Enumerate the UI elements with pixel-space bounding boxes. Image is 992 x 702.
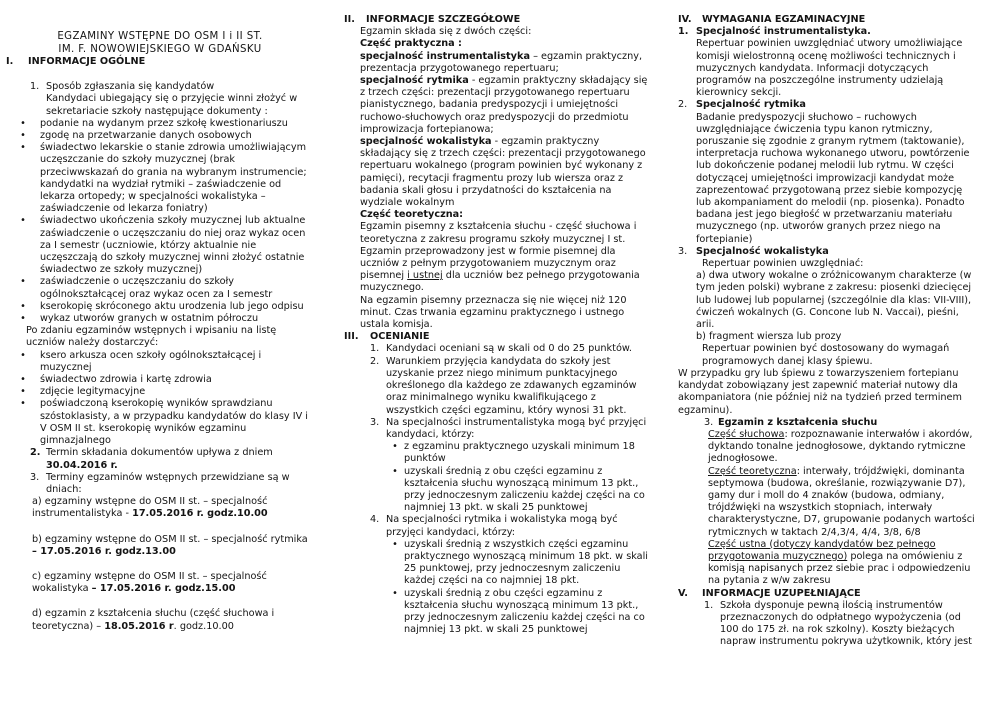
list-item: • zdjęcie legitymacyjne: [20, 386, 146, 398]
item-2-num: 2.: [30, 447, 41, 459]
list-item: • uzyskali średnią z obu części egzaminu z kształcenia słuchu wynoszącą minimum 13 pkt., przy jednoczesnym zaliczeniu każdej części na co najmniej 13 pkt. w skali 25 punktowej: [392, 587, 645, 636]
theory-paragraph-2: Na egzamin pisemny przeznacza się nie więcej niż 120 minut. Czas trwania egzaminu praktycznego i ustnego ustala komisja.: [360, 294, 627, 331]
section-4-roman: IV.: [678, 14, 692, 25]
req-3-head: Specjalność wokalistyka: [696, 245, 829, 257]
supplementary-1: 1. Szkoła dysponuje pewną ilością instrumentów przeznaczonych do odpłatnego wypożyczenia (od 100 do 175 zł. na rok szkolny). Koszty bieżących napraw instrumentu pokrywa użytkownik, który jest: [678, 600, 976, 649]
section-2-title: INFORMACJE SZCZEGÓŁOWE: [366, 14, 521, 25]
req-4-body: [678, 429, 976, 588]
exam-date-a: a) egzaminy wstępne do OSM II st. – specjalność instrumentalistyka - 17.05.2016 r. godz.10.00: [32, 496, 268, 520]
req-1-head: Specjalność instrumentalistyka.: [696, 26, 871, 38]
req-3: 3. Specjalność wokalistyka: [678, 246, 976, 258]
section-2-roman: II.: [344, 14, 355, 25]
req-4-head: Egzamin z kształcenia słuchu: [718, 416, 878, 428]
list-item: • poświadczoną kserokopię wyników sprawdzianu szóstoklasisty, a w przypadku kandydatów do klasy IV i V OSM II st. kserokopię wyników egzaminu gimnazjalnego: [20, 398, 308, 447]
req-1-text: Repertuar powinien uwzględniać utwory umożliwiające komisji wielostronną ocenę możliwości technicznych i muzycznych kandydata. Informacji dotyczących programów na poszczególne instrumenty udzielają kierownicy sekcji.: [696, 38, 963, 99]
practical-heading: Część praktyczna :: [360, 38, 462, 50]
req-2-text: Badanie predyspozycji słuchowo – ruchowych uwzględniające ćwiczenia typu kanon rytmiczny, poruszanie się zgodnie z granym rytmem (taktowanie), interpretacja ruchowa wykonanego utworu, powtórzenie lub dokończenie podanej melodii lub rytmu. W części dotyczącej umiejętności improwizacji kandydat może zaprezentować przygotowaną przez siebie kompozycję lub akompaniament do melodii (np. piosenka). Ponadto badana jest jego biegłość w przetwarzaniu materiału muzycznego (np. utworów granych przez niego na fortepianie): [696, 111, 970, 245]
piano-note: W przypadku gry lub śpiewu z towarzyszeniem fortepianu kandydat zobowiązany jest zapewnić materiał nutowy dla akompaniatora (nie później niż na tydzień przed terminem egzaminu).: [678, 367, 962, 416]
instrumental-paragraph: specjalność instrumentalistyka – egzamin praktyczny, prezentacja przygotowanego repertuaru;: [360, 50, 643, 74]
section-1-roman: I.: [6, 56, 14, 67]
item-3: [6, 472, 314, 496]
list-item: • wykaz utworów granych w ostatnim półroczu: [20, 313, 259, 325]
after-enroll-text: Po zdaniu egzaminów wstępnych i wpisaniu na listę uczniów należy dostarczyć:: [26, 325, 277, 349]
column-1: [0, 0, 322, 702]
documents-list: [6, 118, 314, 325]
list-item: • kserokopię skróconego aktu urodzenia lub jego odpisu: [20, 300, 304, 312]
list-item: • podanie na wydanym przez szkołę kwestionariuszu: [20, 117, 288, 129]
list-item: 1. Kandydaci oceniani są w skali od 0 do 25 punktów.: [370, 343, 633, 355]
item-2: [6, 447, 314, 459]
item-1-head: Sposób zgłaszania się kandydatów: [46, 81, 215, 93]
section-1-title: INFORMACJE OGÓLNE: [28, 56, 146, 67]
rhythmics-paragraph: specjalność rytmika - egzamin praktyczny składający się z trzech części: prezentacji przygotowanego repertuaru pianistycznego, badania predyspozycji i umiejętności ruchowo-słuchowych oraz predyspozycji do przedmiotu improwizacja fortepianowa;: [360, 75, 648, 135]
list-item: • świadectwo lekarskie o stanie zdrowia umożliwiającym uczęszczanie do szkoły muzycznej (brak przeciwwskazań do grania na wybranym instrumencie; kandydatki na wydział rytmiki – zaświadczenie od lekarza ortopedy; w specjalności wokalistyka – zaświadczenie od lekarza foniatry): [20, 142, 307, 215]
section-5-heading: [678, 588, 976, 600]
item-1-num: 1.: [30, 81, 40, 93]
item-2-text: Termin składania dokumentów upływa z dniem: [46, 447, 273, 459]
theory-part-paragraph: Część teoretyczna: interwały, trójdźwięki, dominanta septymowa (budowa, określanie, rozwiązywanie D7), gamy dur i moll do 4 znaków (budowa, odmiany, trójdźwięki na wszystkich stopniach, interwały charakterystyczne, D7, grupowanie podanych wartości rytmicznych w taktach 2/4,3/4, 4/4, 3/8, 6/8: [708, 465, 975, 538]
oral-paragraph: Część ustna (dotyczy kandydatów bez pełnego przygotowania muzycznego) polega na omówieniu z komisją napisanych przez siebie prac i odpowiedzeniu na pytania z w/w zakresu: [708, 538, 971, 587]
section-5-title: INFORMACJE UZUPEŁNIAJĄCE: [702, 587, 861, 599]
list-item: 2. Warunkiem przyjęcia kandydata do szkoły jest uzyskanie przez niego minimum punktacyjnego określonego dla każdego ze zdawanych egzaminów oraz minimalnego wyniku kwalifikującego z wszystkich części egzaminu, który wynosi 31 pkt.: [370, 355, 637, 416]
req-4: 3. Egzamin z kształcenia słuchu: [678, 417, 976, 429]
req-3-c: Repertuar powinien być dostosowany do wymagań programowych danej klasy śpiewu.: [702, 343, 950, 367]
item-2-date: 30.04.2016 r.: [46, 459, 118, 471]
list-item: • zaświadczenie o uczęszczaniu do szkoły ogólnokształcącej oraz wykaz ocen za I semestr: [20, 276, 273, 300]
section-2-heading: [344, 14, 650, 26]
exam-date-d: d) egzamin z kształcenia słuchu (część słuchowa i teoretyczna) – 18.05.2016 r. godz.10.00: [32, 608, 275, 632]
list-item: • zgodę na przetwarzanie danych osobowych: [20, 130, 252, 142]
section-5-roman: V.: [678, 587, 688, 599]
section-3-title: OCENIANIE: [370, 331, 430, 343]
column-3: [668, 0, 992, 702]
theory-heading: Część teoretyczna:: [360, 209, 464, 221]
doc-title-line-1: EGZAMINY WSTĘPNE DO OSM I i II ST.: [57, 31, 263, 42]
documents-list-2: [6, 350, 314, 448]
req-3-b: b) fragment wiersza lub prozy: [696, 331, 842, 343]
vocal-paragraph: specjalność wokalistyka - egzamin praktyczny składający się z trzech części: prezentacji przygotowanego repertuaru wokalnego (program powinien być wykonany z pamięci), recytacji fragmentu prozy lub wiersza oraz z badania skali głosu i przydatności do kształcenia na wydziale wokalnym: [360, 136, 646, 209]
item-3-num: 3.: [30, 471, 40, 483]
list-item: • uzyskali średnią z wszystkich części egzaminu praktycznego wynoszącą minimum 18 pkt. w skali 25 punktowej, przy jednoczesnym zaliczeniu każdej części na co najmniej 18 pkt.: [392, 538, 648, 587]
list-item: 4. Na specjalności rytmika i wokalistyka mogą być przyjęci kandydaci, którzy:: [370, 514, 618, 538]
item-1-intro: Kandydaci ubiegający się o przyjęcie winni złożyć w sekretariacie szkoły następujące dokumenty :: [46, 93, 298, 117]
supplementary-1-text: Szkoła dysponuje pewną ilością instrumentów przeznaczonych do odpłatnego wypożyczenia (od 100 do 175 zł. na rok szkolny). Koszty bieżących napraw instrumentu pokrywa użytkownik, który jest: [720, 599, 972, 648]
list-item: • świadectwo zdrowia i kartę zdrowia: [20, 374, 212, 386]
list-item: • ksero arkusza ocen szkoły ogólnokształcącej i muzycznej: [20, 349, 262, 373]
section-3-heading: [344, 331, 650, 343]
section-4-heading: [678, 14, 976, 26]
section-3-roman: III.: [344, 331, 359, 343]
column-2: [338, 0, 656, 702]
section-4-title: WYMAGANIA EGZAMINACYJNE: [702, 14, 866, 25]
list-item: • z egzaminu praktycznego uzyskali minimum 18 punktów: [392, 441, 635, 465]
req-2: 2. Specjalność rytmika: [678, 99, 976, 111]
list-item: 3. Na specjalności instrumentalistyka mogą być przyjęci kandydaci, którzy:: [370, 416, 647, 440]
req-3-body: [678, 258, 976, 368]
req-2-head: Specjalność rytmika: [696, 99, 806, 111]
ear-paragraph: Część słuchowa: rozpoznawanie interwałów i akordów, dyktando tonalne jednogłosowe, dyktando rytmiczne jednogłosowe.: [708, 428, 973, 465]
section-2-body: [344, 26, 650, 331]
list-item: • świadectwo ukończenia szkoły muzycznej lub aktualne zaświadczenie o uczęszczaniu do niej oraz wykaz ocen za I semestr (uczniowie, którzy aktualnie nie uczęszczają do szkoły muzycznej winni złożyć ostatnie świadectwo ze szkoły muzycznej): [20, 215, 306, 276]
theory-paragraph-1: Egzamin pisemny z kształcenia słuchu - część słuchowa i teoretyczna z zakresu programu szkoły muzycznej I st. Egzamin przeprowadzony jest w formie pisemnej dla uczniów z pełnym przygotowaniem muzycznym oraz pisemnej i ustnej dla uczniów bez pełnego przygotowania muzycznego.: [360, 221, 640, 294]
req-1: 1. Specjalność instrumentalistyka.: [678, 26, 976, 38]
item-1: [6, 81, 314, 93]
req-3-a: a) dwa utwory wokalne o zróżnicowanym charakterze (w tym jeden polski) wybrane z zakresu: piosenki dziecięcej lub ludowej lub popularnej (szczególnie dla klas: VII-VIII), ćwiczeń wokalnych (G. Concone lub N. Vaccai), pieśni, arii.: [696, 270, 972, 331]
grading-list: [344, 343, 650, 636]
section-2-intro: Egzamin składa się z dwóch części:: [360, 26, 532, 38]
section-1-heading: [6, 56, 314, 68]
item-3-text: Terminy egzaminów wstępnych przewidziane są w dniach:: [46, 471, 290, 495]
exam-date-c: c) egzaminy wstępne do OSM II st. – specjalność wokalistyka – 17.05.2016 r. godz.15.00: [32, 570, 267, 595]
exam-date-b: b) egzaminy wstępne do OSM II st. – specjalność rytmika – 17.05.2016 r. godz.13.00: [32, 533, 308, 557]
req-3-intro: Repertuar powinien uwzględniać:: [702, 258, 864, 270]
list-item: • uzyskali średnią z obu części egzaminu z kształcenia słuchu wynoszącą minimum 13 pkt., przy jednoczesnym zaliczeniu każdej części na co najmniej 13 pkt. w skali 25 punktowej: [392, 465, 645, 514]
doc-title-line-2: IM. F. NOWOWIEJSKIEGO W GDAŃSKU: [58, 44, 262, 55]
